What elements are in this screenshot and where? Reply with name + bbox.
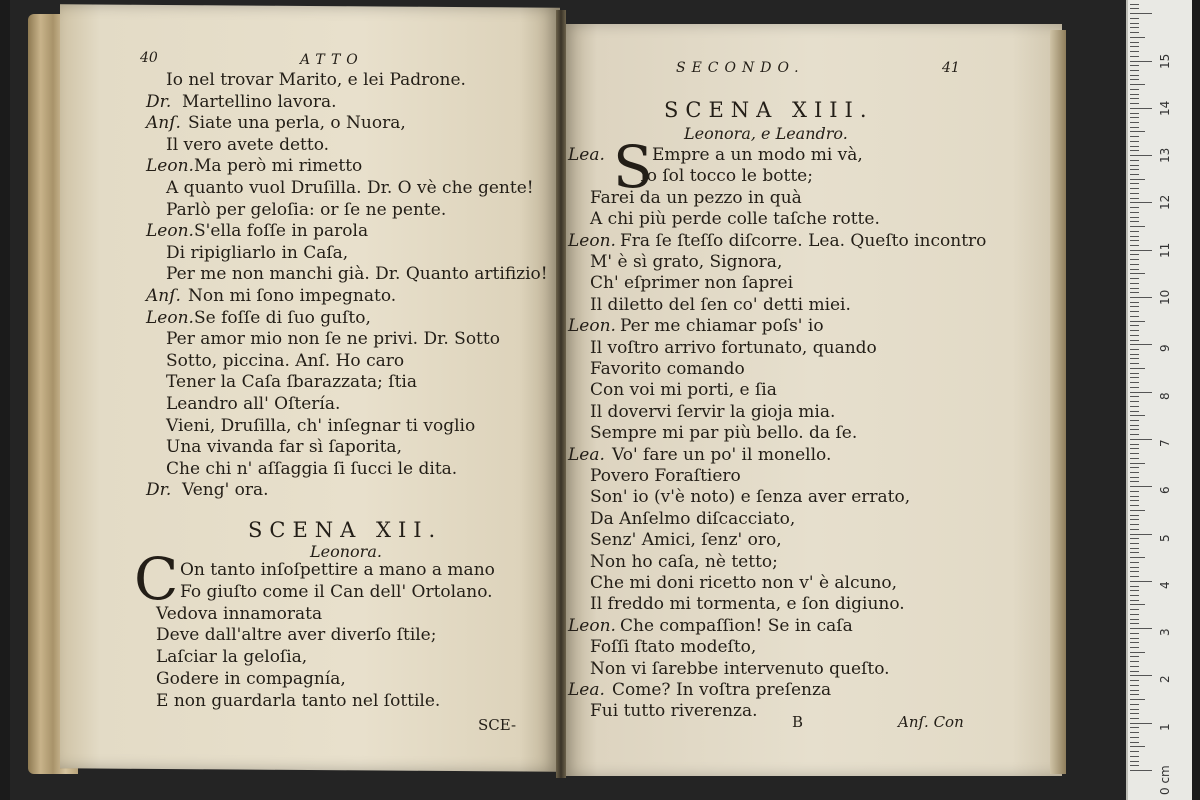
ruler-number: 1 (1158, 723, 1172, 731)
verse-line: Vieni, Druſilla, ch' inſegnar ti voglio (166, 415, 476, 436)
ruler-tick (1130, 586, 1139, 587)
ruler-tick (1130, 212, 1139, 213)
ruler-number: 11 (1158, 242, 1172, 258)
running-header-left: ATTO (300, 52, 364, 68)
ruler-tick (1130, 330, 1139, 331)
ruler-tick (1130, 576, 1139, 577)
verse-line: Ma però mi rimetto (194, 156, 363, 177)
speaker-label: Leon. (146, 307, 194, 328)
ruler-tick (1130, 264, 1139, 265)
ruler-tick (1130, 226, 1145, 227)
ruler-tick (1130, 250, 1152, 251)
ruler-tick (1130, 207, 1139, 208)
scene-line: E non guardarla tanto nel ſottile. (156, 690, 441, 711)
ruler-tick (1130, 344, 1152, 345)
verse-line: Il voſtro arrivo fortunato, quando (590, 337, 877, 358)
ruler-tick (1130, 411, 1139, 412)
verse-line: Vo' fare un po' il monello. (612, 444, 832, 465)
ruler-tick (1130, 245, 1139, 246)
ruler-tick (1130, 165, 1139, 166)
ruler-tick (1130, 108, 1152, 109)
verse-line: M' è sì grato, Signora, (590, 252, 783, 272)
ruler-tick (1130, 486, 1152, 487)
ruler-tick (1130, 75, 1139, 76)
ruler-tick (1130, 746, 1145, 747)
verse-line: Ch' eſprimer non ſaprei (590, 273, 794, 294)
ruler-tick (1130, 647, 1139, 648)
ruler-tick (1130, 136, 1139, 137)
ruler-tick (1130, 103, 1139, 104)
ruler-tick (1130, 761, 1139, 762)
ruler-tick (1130, 401, 1139, 402)
verse-line: Tener la Caſa ſbarazzata; ſtia (166, 372, 417, 393)
ruler-tick (1130, 481, 1139, 482)
speaker-label: Lea. (568, 680, 605, 700)
ruler-number: 8 (1158, 391, 1172, 400)
ruler-tick (1130, 448, 1139, 449)
scene-line: Vedova innamorata (156, 603, 323, 624)
verse-line: Da Anſelmo diſcacciato, (590, 508, 796, 529)
dropcap-right: S (613, 133, 653, 201)
ruler-tick (1130, 434, 1139, 435)
ruler-tick (1130, 770, 1152, 771)
ruler-tick (1130, 656, 1139, 657)
verse-line: A quanto vuol Druſilla. Dr. O vè che gente! (166, 178, 534, 198)
ruler-tick (1130, 614, 1139, 615)
verse-line: Il dovervi ſervir la gioja mia. (590, 401, 836, 422)
ruler-tick (1130, 496, 1139, 497)
ruler-tick (1130, 32, 1139, 33)
ruler-tick (1130, 311, 1139, 312)
scene-line: On tanto inſoſpettire a mano a mano (180, 560, 495, 580)
ruler-tick (1130, 183, 1139, 184)
ruler-tick (1130, 515, 1139, 516)
ruler-tick (1130, 288, 1139, 289)
verse-line: A chi più perde colle taſche rotte. (590, 209, 880, 230)
verse-line: Non mi ſono impegnato. (188, 286, 397, 306)
ruler-tick (1130, 122, 1139, 123)
ruler-tick (1130, 765, 1139, 766)
ruler-tick (1130, 377, 1139, 378)
verse-line: Senz' Amici, ſenz' oro, (590, 530, 782, 551)
ruler-tick (1130, 477, 1139, 478)
ruler-tick (1130, 571, 1139, 572)
ruler-tick (1130, 221, 1139, 222)
verse-line: Che mi doni ricetto non v' è alcuno, (590, 573, 898, 593)
ruler-tick (1130, 236, 1139, 237)
ruler-tick (1130, 538, 1139, 539)
catchword-right: Anſ. Con (898, 713, 964, 731)
ruler-tick (1130, 642, 1139, 643)
verse-line: Sotto, piccina. Anſ. Ho caro (166, 350, 405, 371)
speaker-label: Anſ. (146, 113, 181, 134)
page-number-left: 40 (140, 50, 158, 66)
ruler-tick (1130, 713, 1139, 714)
speaker-label: Dr. (146, 480, 172, 501)
scene-line: Deve dall'altre aver diverſo ſtile; (156, 625, 437, 646)
ruler-tick (1130, 732, 1139, 733)
verse-line: Siate una perla, o Nuora, (188, 113, 406, 134)
ruler-number: 5 (1158, 533, 1172, 542)
speaker-label: Leon. (568, 230, 616, 251)
ruler-number: 10 (1158, 289, 1172, 305)
verse-line: Non ho caſa, nè tetto; (590, 551, 778, 572)
speaker-label: Leon. (146, 156, 194, 177)
ruler-tick (1130, 174, 1139, 175)
ruler-tick (1130, 675, 1152, 676)
ruler-tick (1130, 463, 1145, 464)
verse-line: Non vi ſarebbe intervenuto queſto. (590, 658, 890, 679)
ruler-tick (1130, 567, 1139, 568)
verse-line: Che chi n' aſſaggia ſi ſucci le dita. (166, 458, 458, 479)
ruler-tick (1130, 292, 1139, 293)
ruler-tick (1130, 694, 1139, 695)
ruler-tick (1130, 685, 1139, 686)
ruler-tick (1130, 638, 1139, 639)
ruler-tick (1130, 363, 1139, 364)
ruler-number: 7 (1158, 439, 1172, 447)
ruler-tick (1130, 666, 1139, 667)
speaker-label: Dr. (146, 91, 172, 112)
ruler-tick (1130, 373, 1139, 374)
ruler-tick (1130, 340, 1139, 341)
ruler-tick (1130, 382, 1139, 383)
ruler-tick (1130, 472, 1139, 473)
ruler-tick (1130, 127, 1139, 128)
ruler-tick (1130, 13, 1152, 14)
signature-mark: B (792, 713, 804, 731)
ruler-tick (1130, 633, 1139, 634)
speaker-label: Leon. (146, 221, 194, 242)
verse-line: Veng' ora. (182, 480, 269, 501)
catchword-left: SCE- (478, 716, 517, 734)
dropcap-left: C (134, 545, 179, 613)
ruler-tick (1130, 661, 1139, 662)
ruler-tick (1130, 193, 1139, 194)
verse-line: Per me non manchi già. Dr. Quanto artifizio! (166, 264, 548, 285)
ruler-tick (1130, 202, 1152, 203)
ruler-tick (1130, 8, 1139, 9)
verse-line: Sempre mi par più bello. da ſe. (590, 423, 858, 444)
verse-line: Di ripigliarlo in Caſa, (166, 242, 349, 263)
ruler-tick (1130, 718, 1139, 719)
verse-line: Che compaſſion! Se in caſa (620, 615, 853, 636)
ruler-tick (1130, 751, 1139, 752)
verse-line: Foſſi ſtato modeſto, (590, 637, 757, 658)
ruler-tick (1130, 150, 1139, 151)
ruler-tick (1130, 113, 1139, 114)
ruler-tick (1130, 406, 1139, 407)
ruler-tick (1130, 27, 1139, 28)
ruler-tick (1130, 335, 1139, 336)
ruler-tick (1130, 306, 1139, 307)
ruler-tick (1130, 56, 1139, 57)
ruler-tick (1130, 467, 1139, 468)
ruler-tick (1130, 420, 1139, 421)
ruler-tick (1130, 709, 1139, 710)
ruler-tick (1130, 358, 1139, 359)
ruler-tick (1130, 756, 1139, 757)
ruler-tick (1130, 354, 1139, 355)
ruler-tick (1130, 240, 1139, 241)
scene-title-right: SCENA XIII. (664, 98, 874, 122)
ruler-number: 2 (1158, 675, 1172, 684)
ruler-number: 15 (1158, 53, 1172, 69)
ruler-tick (1130, 742, 1139, 743)
ruler-tick (1130, 737, 1139, 738)
ruler-tick (1130, 680, 1139, 681)
verse-line: S'ella foſſe in parola (194, 221, 369, 242)
ruler-tick (1130, 349, 1139, 350)
running-header-right: SECONDO. (676, 60, 805, 76)
ruler-number: 14 (1158, 100, 1172, 116)
ruler-tick (1130, 491, 1139, 492)
ruler-tick (1130, 325, 1139, 326)
ruler-tick (1130, 65, 1139, 66)
ruler-tick (1130, 297, 1152, 298)
ruler-number: 6 (1158, 486, 1172, 495)
scene-line: Godere in compagnía, (156, 669, 346, 689)
ruler-tick (1130, 458, 1139, 459)
ruler-tick (1130, 534, 1152, 535)
ruler-tick (1130, 188, 1139, 189)
speaker-label: Leon. (568, 316, 616, 337)
ruler-tick (1130, 160, 1139, 161)
ruler-tick (1130, 500, 1139, 501)
ruler-tick (1130, 368, 1145, 369)
ruler-tick (1130, 259, 1139, 260)
ruler-tick (1130, 396, 1139, 397)
verse-line: Per me chiamar poſs' io (620, 316, 824, 337)
ruler-unit-label: 0 cm (1158, 765, 1172, 795)
book-gutter (556, 10, 566, 778)
ruler-tick (1130, 283, 1139, 284)
verse-line: Il vero avete detto. (166, 134, 330, 155)
scene-characters-right: Leonora, e Leandro. (684, 124, 848, 143)
ruler-tick (1130, 269, 1139, 270)
ruler-tick (1130, 524, 1139, 525)
ruler-tick (1130, 562, 1139, 563)
verse-line: Io nel trovar Marito, e lei Padrone. (166, 70, 466, 90)
ruler-tick (1130, 169, 1139, 170)
ruler-tick (1130, 4, 1139, 5)
ruler-tick (1130, 429, 1139, 430)
ruler-tick (1130, 231, 1139, 232)
ruler-tick (1130, 609, 1139, 610)
ruler-tick (1130, 155, 1152, 156)
ruler-tick (1130, 387, 1139, 388)
ruler-tick (1130, 727, 1139, 728)
speaker-label: Lea. (568, 145, 605, 165)
ruler-tick (1130, 628, 1152, 629)
verse-line: Una vivanda far sì ſaporita, (166, 437, 402, 458)
ruler-tick (1130, 198, 1139, 199)
ruler-tick (1130, 699, 1145, 700)
ruler-tick (1130, 619, 1139, 620)
ruler-tick (1130, 600, 1139, 601)
speaker-label: Anſ. (146, 286, 181, 306)
ruler-tick (1130, 425, 1139, 426)
ruler-tick (1130, 278, 1139, 279)
verse-line: Farei da un pezzo in quà (590, 187, 802, 208)
ruler-number: 3 (1158, 628, 1172, 637)
ruler-tick (1130, 453, 1139, 454)
ruler-tick (1130, 42, 1139, 43)
ruler-tick (1130, 61, 1152, 62)
ruler-tick (1130, 302, 1139, 303)
ruler-tick (1130, 98, 1139, 99)
ruler-tick (1130, 89, 1139, 90)
ruler-tick (1130, 510, 1145, 511)
verse-line: Io ſol tocco le botte; (640, 166, 813, 187)
ruler-tick (1130, 652, 1145, 653)
ruler-number: 13 (1158, 147, 1172, 164)
ruler-number: 4 (1158, 581, 1172, 589)
ruler-tick (1130, 84, 1145, 85)
page-edge (1050, 30, 1066, 774)
verse-line: Favorito comando (590, 359, 745, 379)
ruler-tick (1130, 18, 1139, 19)
verse-line: Per amor mio non ſe ne privi. Dr. Sotto (166, 329, 500, 350)
ruler-tick (1130, 131, 1145, 132)
scene-title-left: SCENA XII. (248, 518, 443, 542)
ruler-tick (1130, 595, 1139, 596)
ruler-tick (1130, 117, 1139, 118)
ruler-tick (1130, 552, 1139, 553)
ruler-tick (1130, 23, 1139, 24)
ruler-tick (1130, 415, 1145, 416)
ruler-tick (1130, 70, 1139, 71)
scene-characters-left: Leonora. (310, 542, 382, 561)
verse-line: Empre a un modo mi và, (652, 145, 863, 165)
speaker-label: Leon. (568, 615, 616, 636)
verse-line: Parlò per geloſia: or ſe ne pente. (166, 199, 447, 220)
ruler-tick (1130, 439, 1152, 440)
ruler-tick (1130, 37, 1145, 38)
ruler-tick (1130, 444, 1139, 445)
ruler-tick (1130, 146, 1139, 147)
ruler-number: 12 (1158, 195, 1172, 211)
page-number-right: 41 (942, 60, 960, 76)
verse-line: Se foſſe di ſuo guſto, (194, 307, 371, 328)
ruler-tick (1130, 519, 1139, 520)
ruler-tick (1130, 543, 1139, 544)
verse-line: Con voi mi porti, e ſia (590, 380, 777, 401)
ruler-tick (1130, 273, 1145, 274)
ruler-tick (1130, 51, 1139, 52)
ruler-tick (1130, 254, 1139, 255)
speaker-label: Lea. (568, 444, 605, 465)
scene-line: Fo giuſto come il Can dell' Ortolano. (180, 581, 493, 602)
ruler-tick (1130, 529, 1139, 530)
ruler-tick (1130, 590, 1139, 591)
ruler-tick (1130, 723, 1152, 724)
verse-line: Il diletto del ſen co' detti miei. (590, 294, 851, 315)
ruler-tick (1130, 557, 1145, 558)
verse-line: Martellino lavora. (182, 91, 337, 112)
ruler-number: 9 (1158, 344, 1172, 353)
ruler-tick (1130, 141, 1139, 142)
ruler-tick (1130, 179, 1145, 180)
ruler-tick (1130, 581, 1152, 582)
verse-line: Fui tutto riverenza. (590, 701, 758, 722)
ruler-tick (1130, 623, 1139, 624)
ruler-tick (1130, 46, 1139, 47)
ruler-tick (1130, 505, 1139, 506)
measurement-ruler (1126, 0, 1192, 800)
ruler-tick (1130, 79, 1139, 80)
verse-line: Leandro all' Oſtería. (166, 394, 341, 414)
ruler-tick (1130, 548, 1139, 549)
verse-line: Son' io (v'è noto) e ſenza aver errato, (590, 487, 911, 508)
ruler-tick (1130, 316, 1139, 317)
ruler-tick (1130, 392, 1152, 393)
ruler-tick (1130, 94, 1139, 95)
scene-line: Laſciar la geloſia, (156, 647, 308, 668)
ruler-tick (1130, 604, 1145, 605)
ruler-tick (1130, 704, 1139, 705)
ruler-tick (1130, 217, 1139, 218)
ruler-tick (1130, 671, 1139, 672)
verse-line: Come? In voſtra preſenza (612, 680, 832, 700)
ruler-tick (1130, 321, 1145, 322)
ruler-tick (1130, 690, 1139, 691)
verse-line: Fra ſe ſteſſo diſcorre. Lea. Queſto incontro (620, 230, 987, 251)
verse-line: Povero Foraſtiero (590, 466, 741, 486)
verse-line: Il freddo mi tormenta, e ſon digiuno. (590, 594, 905, 615)
